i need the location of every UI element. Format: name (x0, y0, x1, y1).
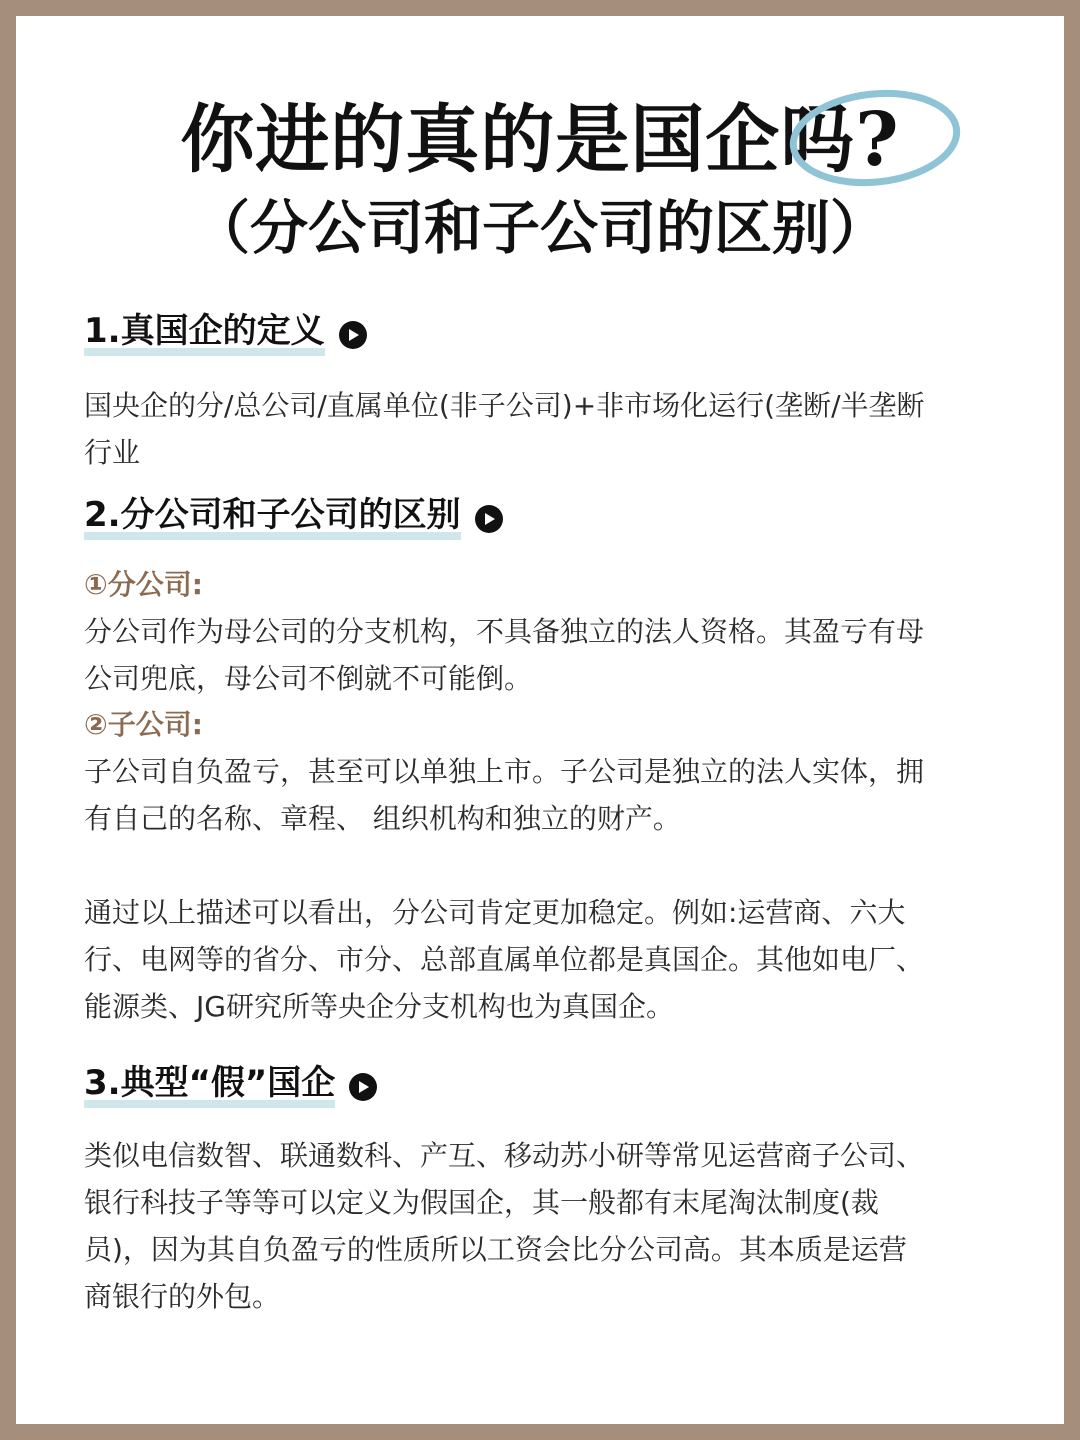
paragraph-line: 商银行的外包。 (84, 1280, 281, 1313)
title-block (16, 94, 1064, 268)
play-arrow-icon (349, 1073, 377, 1101)
section-fake-soe (84, 1060, 1004, 1320)
section-body (84, 1132, 1004, 1320)
paragraph-line: 国央企的分/总公司/直属单位(非子公司)+非市场化运行(垄断/半垄断 (84, 389, 925, 422)
play-arrow-icon (475, 505, 503, 533)
paragraph-line: 分公司作为母公司的分支机构，不具备独立的法人资格。其盈亏有母 (84, 615, 925, 648)
main-title (180, 94, 899, 186)
section-body (84, 382, 1004, 476)
paragraph-line: 员)，因为其自负盈亏的性质所以工资会比分公司高。其本质是运营 (84, 1233, 907, 1266)
section-heading: 1.真国企的定义 (84, 308, 325, 354)
paragraph-line: 子公司自负盈亏，甚至可以单独上市。子公司是独立的法人实体，拥 (84, 755, 925, 788)
paragraph-line: 公司兜底，母公司不倒就不可能倒。 (84, 662, 533, 695)
paragraph-line: 能源类、JG研究所等央企分支机构也为真国企。 (84, 990, 674, 1023)
sub-title: （分公司和子公司的区别） (191, 194, 888, 262)
section-heading-row (84, 1060, 1004, 1106)
paragraph-line: 行业 (84, 436, 141, 469)
section-heading: 2.分公司和子公司的区别 (84, 492, 461, 538)
section-body (84, 562, 1004, 1030)
section-definition (84, 308, 1004, 476)
paragraph-line: 类似电信数智、联通数科、产互、移动苏小研等常见运营商子公司、 (84, 1139, 925, 1172)
section-difference (84, 492, 1004, 1030)
paragraph-line: 行、电网等的省分、市分、总部直属单位都是真国企。其他如电厂、 (84, 943, 925, 976)
sub-heading-subsidiary: ②子公司: (84, 708, 203, 741)
paragraph-line: 通过以上描述可以看出，分公司肯定更加稳定。例如:运营商、六大 (84, 896, 906, 929)
section-heading-row (84, 308, 1004, 354)
paragraph-line: 有自己的名称、章程、 组织机构和独立的财产。 (84, 802, 681, 835)
main-title-text: 你进的真的是国企吗? (180, 97, 900, 183)
spacer (84, 842, 1004, 889)
sub-heading-branch: ①分公司: (84, 568, 203, 601)
content-card (16, 16, 1064, 1424)
section-heading: 3.典型“假”国企 (84, 1060, 335, 1106)
section-heading-row (84, 492, 1004, 538)
play-arrow-icon (339, 321, 367, 349)
paragraph-line: 银行科技子等等可以定义为假国企，其一般都有末尾淘汰制度(裁 (84, 1186, 879, 1219)
